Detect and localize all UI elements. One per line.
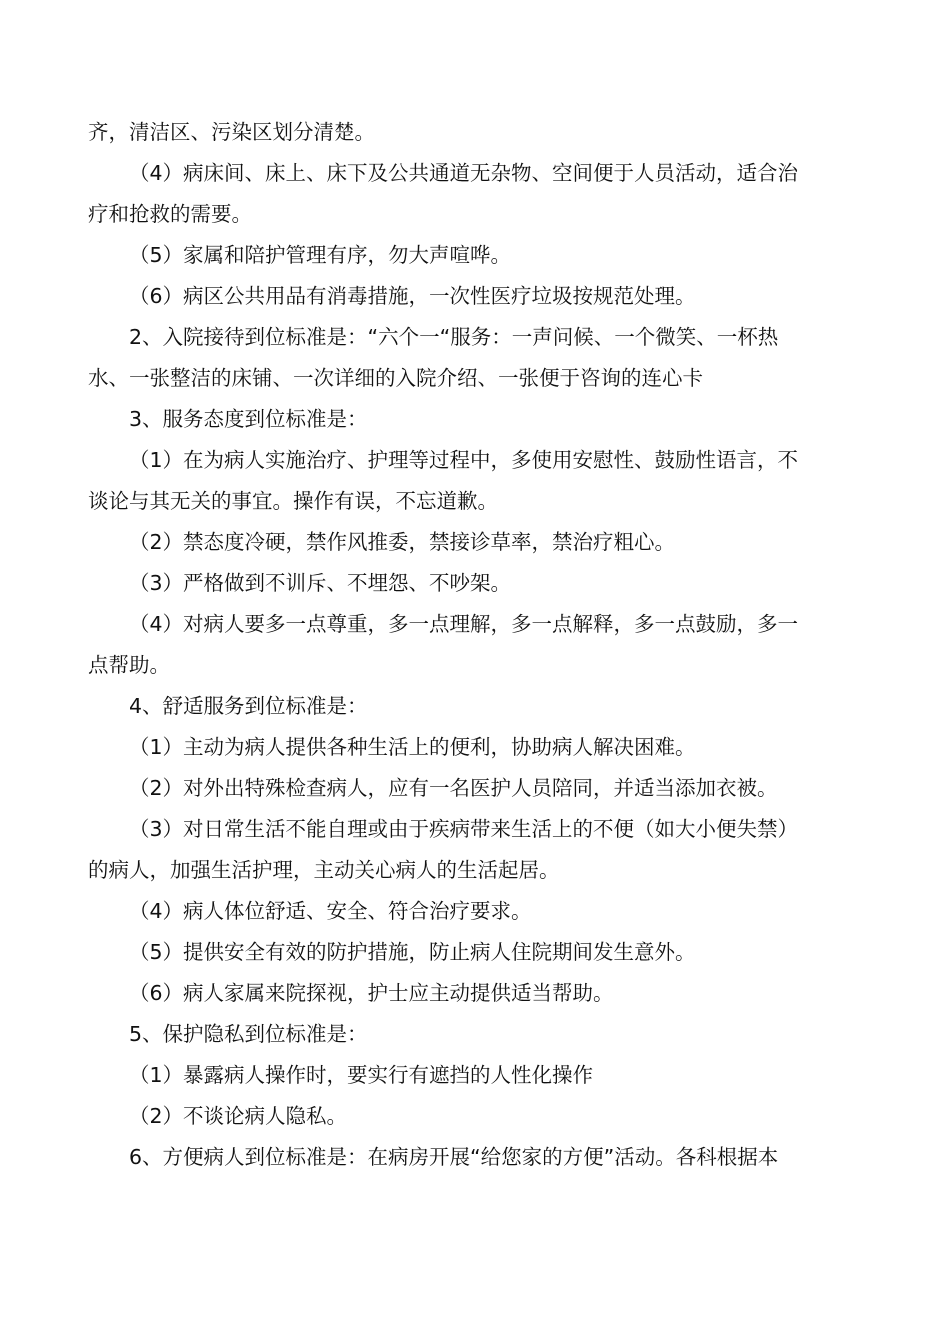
document-page [88, 112, 868, 1178]
text-line: 6、方便病人到位标准是：在病房开展“给您家的方便”活动。各科根据本 [129, 1145, 779, 1169]
text-line: 谈论与其无关的事宜。操作有误，不忘道歉。 [88, 489, 498, 513]
text-line: （1）在为病人实施治疗、护理等过程中，多使用安慰性、鼓励性语言，不 [129, 448, 799, 472]
text-line: 齐，清洁区、污染区划分清楚。 [88, 120, 375, 144]
text-line: （1）主动为病人提供各种生活上的便利，协助病人解决困难。 [129, 735, 696, 759]
text-line: 水、一张整洁的床铺、一次详细的入院介绍、一张便于咨询的连心卡 [88, 366, 703, 390]
text-line: 点帮助。 [88, 653, 170, 677]
text-line: （5）提供安全有效的防护措施，防止病人住院期间发生意外。 [129, 940, 696, 964]
text-line: 的病人，加强生活护理，主动关心病人的生活起居。 [88, 858, 560, 882]
text-line: （4）对病人要多一点尊重，多一点理解，多一点解释，多一点鼓励，多一 [129, 612, 799, 636]
text-line: 5、保护隐私到位标准是： [129, 1022, 368, 1046]
text-line: （4）病人体位舒适、安全、符合治疗要求。 [129, 899, 532, 923]
text-line: 3、服务态度到位标准是： [129, 407, 368, 431]
text-line: （6）病区公共用品有消毒措施，一次性医疗垃圾按规范处理。 [129, 284, 696, 308]
text-line: 疗和抢救的需要。 [88, 202, 252, 226]
text-line: （2）对外出特殊检查病人，应有一名医护人员陪同，并适当添加衣被。 [129, 776, 778, 800]
text-line: 2、入院接待到位标准是：“六个一“服务：一声问候、一个微笑、一杯热 [129, 325, 779, 349]
text-line: （4）病床间、床上、床下及公共通道无杂物、空间便于人员活动，适合治 [129, 161, 799, 185]
text-line: （6）病人家属来院探视，护士应主动提供适当帮助。 [129, 981, 614, 1005]
document-body [88, 112, 868, 1178]
text-line: （2）禁态度冷硬，禁作风推委，禁接诊草率，禁治疗粗心。 [129, 530, 676, 554]
text-line: （1）暴露病人操作时，要实行有遮挡的人性化操作 [129, 1063, 594, 1087]
text-line: （5）家属和陪护管理有序，勿大声喧哗。 [129, 243, 512, 267]
text-line: （3）对日常生活不能自理或由于疾病带来生活上的不便（如大小便失禁） [129, 817, 799, 841]
text-line: （3）严格做到不训斥、不埋怨、不吵架。 [129, 571, 512, 595]
text-line: 4、舒适服务到位标准是： [129, 694, 368, 718]
text-line: （2）不谈论病人隐私。 [129, 1104, 348, 1128]
